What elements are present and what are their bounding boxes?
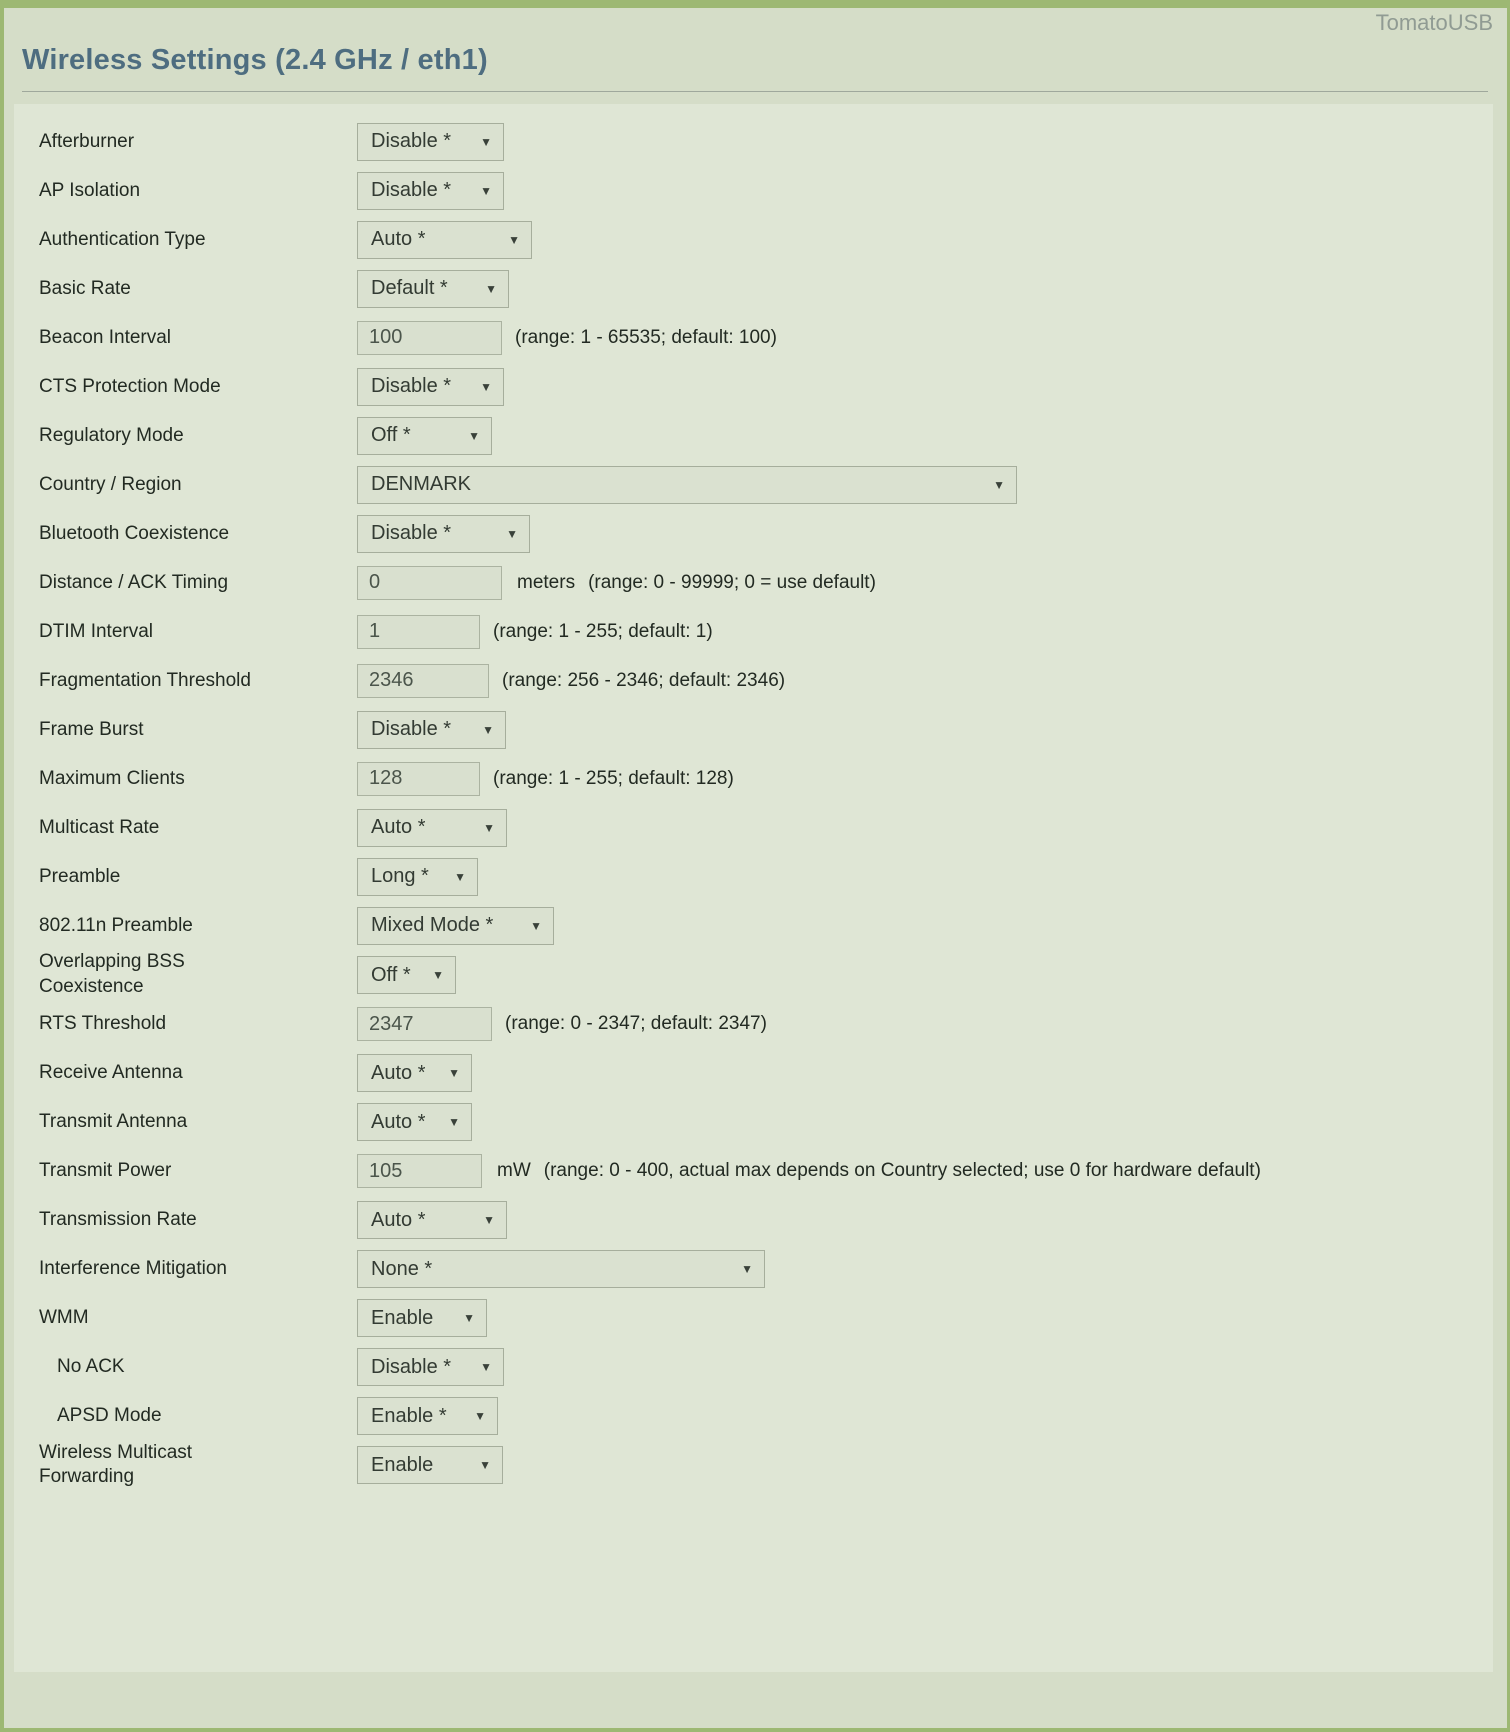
wmm-select-value: Enable <box>371 1306 434 1329</box>
interference-mitigation-label: Interference Mitigation <box>39 1257 227 1279</box>
maximum-clients-label: Maximum Clients <box>39 767 185 789</box>
beacon-interval-input[interactable] <box>357 321 502 355</box>
dtim-interval-hint: (range: 1 - 255; default: 1) <box>493 620 713 642</box>
preamble-select-value: Long * <box>371 865 429 888</box>
basic-rate-select-value: Default * <box>371 277 448 300</box>
form-row-afterburner <box>14 117 1493 166</box>
chevron-down-icon: ▼ <box>479 1458 491 1473</box>
form-row-bluetooth-coexistence <box>14 509 1493 558</box>
receive-antenna-label: Receive Antenna <box>39 1061 183 1083</box>
authentication-type-select-value: Auto * <box>371 228 426 251</box>
fragmentation-threshold-label: Fragmentation Threshold <box>39 669 251 691</box>
country-region-select-value: DENMARK <box>371 473 472 496</box>
no-ack-select[interactable] <box>357 1348 504 1386</box>
cts-protection-mode-label: CTS Protection Mode <box>39 375 221 397</box>
form-row-country-region <box>14 460 1493 509</box>
form-row-cts-protection-mode <box>14 362 1493 411</box>
chevron-down-icon: ▼ <box>448 1066 460 1081</box>
transmission-rate-label: Transmission Rate <box>39 1208 197 1230</box>
afterburner-select[interactable] <box>357 123 504 161</box>
overlapping-bss-coexistence-select-value: Off * <box>371 963 411 986</box>
form-row-multicast-rate <box>14 803 1493 852</box>
interference-mitigation-select[interactable] <box>357 1250 765 1288</box>
country-region-label: Country / Region <box>39 473 182 495</box>
country-region-select[interactable] <box>357 466 1017 504</box>
ap-isolation-label: AP Isolation <box>39 179 141 201</box>
dtim-interval-input[interactable] <box>357 615 480 649</box>
form-row-wmm <box>14 1294 1493 1343</box>
80211n-preamble-select[interactable] <box>357 907 554 945</box>
fragmentation-threshold-hint: (range: 256 - 2346; default: 2346) <box>502 669 786 691</box>
form-row-maximum-clients <box>14 754 1493 803</box>
transmit-antenna-select-value: Auto * <box>371 1110 426 1133</box>
distance-ack-timing-label: Distance / ACK Timing <box>39 571 229 593</box>
regulatory-mode-select-value: Off * <box>371 424 411 447</box>
chevron-down-icon: ▼ <box>468 428 480 443</box>
cts-protection-mode-select-value: Disable * <box>371 375 452 398</box>
no-ack-select-value: Disable * <box>371 1355 452 1378</box>
form-row-no-ack <box>14 1343 1493 1392</box>
form-row-receive-antenna <box>14 1049 1493 1098</box>
80211n-preamble-select-value: Mixed Mode * <box>371 914 494 937</box>
chevron-down-icon: ▼ <box>480 183 492 198</box>
wmm-select[interactable] <box>357 1299 487 1337</box>
distance-ack-timing-input[interactable] <box>357 566 502 600</box>
frame-burst-label: Frame Burst <box>39 718 144 740</box>
form-row-distance-ack-timing <box>14 558 1493 607</box>
overlapping-bss-coexistence-select[interactable] <box>357 956 456 994</box>
transmit-power-label: Transmit Power <box>39 1159 172 1181</box>
rts-threshold-label: RTS Threshold <box>39 1012 167 1034</box>
cts-protection-mode-select[interactable] <box>357 368 504 406</box>
wireless-multicast-forwarding-select[interactable] <box>357 1446 503 1484</box>
chevron-down-icon: ▼ <box>485 281 497 296</box>
transmission-rate-select-value: Auto * <box>371 1208 426 1231</box>
chevron-down-icon: ▼ <box>454 869 466 884</box>
regulatory-mode-select[interactable] <box>357 417 492 455</box>
form-row-transmit-antenna <box>14 1098 1493 1147</box>
chevron-down-icon: ▼ <box>480 134 492 149</box>
bluetooth-coexistence-select[interactable] <box>357 515 530 553</box>
chevron-down-icon: ▼ <box>483 820 495 835</box>
ap-isolation-select-value: Disable * <box>371 179 452 202</box>
apsd-mode-label: APSD Mode <box>57 1404 162 1426</box>
rts-threshold-input[interactable] <box>357 1007 492 1041</box>
preamble-select[interactable] <box>357 858 478 896</box>
beacon-interval-hint: (range: 1 - 65535; default: 100) <box>515 326 777 348</box>
chevron-down-icon: ▼ <box>993 477 1005 492</box>
bluetooth-coexistence-label: Bluetooth Coexistence <box>39 522 230 544</box>
form-row-regulatory-mode <box>14 411 1493 460</box>
chevron-down-icon: ▼ <box>448 1115 460 1130</box>
form-row-beacon-interval <box>14 313 1493 362</box>
wireless-multicast-forwarding-select-value: Enable <box>371 1453 434 1476</box>
ap-isolation-select[interactable] <box>357 172 504 210</box>
chevron-down-icon: ▼ <box>482 722 494 737</box>
preamble-label: Preamble <box>39 865 121 887</box>
multicast-rate-select-value: Auto * <box>371 816 426 839</box>
form-row-80211n-preamble <box>14 901 1493 950</box>
form-row-authentication-type <box>14 215 1493 264</box>
chevron-down-icon: ▼ <box>483 1213 495 1228</box>
form-row-interference-mitigation <box>14 1245 1493 1294</box>
receive-antenna-select-value: Auto * <box>371 1061 426 1084</box>
form-row-transmission-rate <box>14 1196 1493 1245</box>
chevron-down-icon: ▼ <box>474 1409 486 1424</box>
distance-ack-timing-hint: (range: 0 - 99999; 0 = use default) <box>588 571 876 593</box>
receive-antenna-select[interactable] <box>357 1054 472 1092</box>
basic-rate-select[interactable] <box>357 270 509 308</box>
dtim-interval-label: DTIM Interval <box>39 620 154 642</box>
chevron-down-icon: ▼ <box>463 1311 475 1326</box>
fragmentation-threshold-input[interactable] <box>357 664 489 698</box>
maximum-clients-input[interactable] <box>357 762 480 796</box>
form-row-rts-threshold <box>14 1000 1493 1049</box>
apsd-mode-select[interactable] <box>357 1397 498 1435</box>
transmission-rate-select[interactable] <box>357 1201 507 1239</box>
multicast-rate-label: Multicast Rate <box>39 816 160 838</box>
chevron-down-icon: ▼ <box>508 232 520 247</box>
interference-mitigation-select-value: None * <box>371 1257 433 1280</box>
80211n-preamble-label: 802.11n Preamble <box>39 914 193 936</box>
form-row-fragmentation-threshold <box>14 656 1493 705</box>
frame-burst-select-value: Disable * <box>371 718 452 741</box>
page-title: Wireless Settings (2.4 GHz / eth1) <box>22 44 488 76</box>
form-row-dtim-interval <box>14 607 1493 656</box>
apsd-mode-select-value: Enable * <box>371 1404 447 1427</box>
transmit-power-unit: mW <box>497 1160 531 1182</box>
settings-panel <box>14 104 1493 1672</box>
chevron-down-icon: ▼ <box>480 1360 492 1375</box>
regulatory-mode-label: Regulatory Mode <box>39 424 184 446</box>
afterburner-select-value: Disable * <box>371 130 452 153</box>
authentication-type-select[interactable] <box>357 221 532 259</box>
brand-text: TomatoUSB <box>1375 10 1493 35</box>
chevron-down-icon: ▼ <box>741 1262 753 1277</box>
transmit-antenna-label: Transmit Antenna <box>39 1110 188 1132</box>
wmm-label: WMM <box>39 1306 89 1328</box>
transmit-antenna-select[interactable] <box>357 1103 472 1141</box>
transmit-power-hint: (range: 0 - 400, actual max depends on Country selected; use 0 for hardware default) <box>543 1160 1261 1182</box>
maximum-clients-hint: (range: 1 - 255; default: 128) <box>493 767 734 789</box>
title-divider <box>22 91 1488 92</box>
form-row-basic-rate <box>14 264 1493 313</box>
wireless-multicast-forwarding-label: Wireless Multicast Forwarding <box>39 1441 193 1488</box>
rts-threshold-hint: (range: 0 - 2347; default: 2347) <box>505 1013 767 1035</box>
chevron-down-icon: ▼ <box>432 968 444 983</box>
bluetooth-coexistence-select-value: Disable * <box>371 522 452 545</box>
form-row-apsd-mode <box>14 1392 1493 1441</box>
transmit-power-input[interactable] <box>357 1154 482 1188</box>
multicast-rate-select[interactable] <box>357 809 507 847</box>
chevron-down-icon: ▼ <box>480 379 492 394</box>
authentication-type-label: Authentication Type <box>39 228 206 250</box>
distance-ack-timing-unit: meters <box>517 571 576 593</box>
form-row-ap-isolation <box>14 166 1493 215</box>
form-row-frame-burst <box>14 705 1493 754</box>
form-row-transmit-power <box>14 1147 1493 1196</box>
form-row-overlapping-bss-coexistence <box>14 950 1493 999</box>
beacon-interval-label: Beacon Interval <box>39 326 172 348</box>
afterburner-label: Afterburner <box>39 130 135 152</box>
form-row-wireless-multicast-forwarding <box>14 1441 1493 1490</box>
chevron-down-icon: ▼ <box>530 918 542 933</box>
chevron-down-icon: ▼ <box>506 526 518 541</box>
frame-burst-select[interactable] <box>357 711 506 749</box>
no-ack-label: No ACK <box>57 1355 125 1377</box>
basic-rate-label: Basic Rate <box>39 277 131 299</box>
form-row-preamble <box>14 852 1493 901</box>
overlapping-bss-coexistence-label: Overlapping BSS Coexistence <box>39 951 185 998</box>
